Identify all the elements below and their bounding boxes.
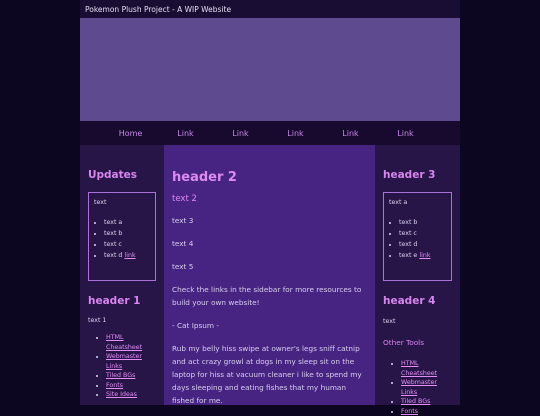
list-item xyxy=(106,390,156,400)
webmaster-links-link[interactable]: Webmaster Links xyxy=(106,353,142,370)
nav-link-2[interactable]: Link xyxy=(213,129,268,138)
tools-links xyxy=(383,359,452,416)
text-4: text 4 xyxy=(172,237,367,250)
header-4-text: text xyxy=(383,318,452,325)
page-wrapper xyxy=(80,0,460,405)
updates-link[interactable]: link xyxy=(124,252,135,259)
fonts-link[interactable]: Fonts xyxy=(401,408,418,415)
resource-links xyxy=(88,333,156,400)
main-content xyxy=(164,145,375,405)
text-3: text 3 xyxy=(172,214,367,227)
header-2: header 2 xyxy=(172,170,367,185)
updates-box-text: text xyxy=(94,199,150,206)
text-5: text 5 xyxy=(172,260,367,273)
list-item-text: text d xyxy=(104,252,122,259)
nav-link-1[interactable]: Link xyxy=(158,129,213,138)
left-sidebar xyxy=(80,145,164,405)
list-item: • text d xyxy=(399,239,446,250)
fonts-link[interactable]: Fonts xyxy=(106,382,123,389)
site-title-bar xyxy=(80,0,460,18)
tiled-bgs-link[interactable]: Tiled BGs xyxy=(401,398,430,405)
right-sidebar xyxy=(375,145,460,405)
html-cheatsheet-link[interactable]: HTML Cheatsheet xyxy=(401,360,437,377)
site-title: Pokemon Plush Project - A WIP Website xyxy=(85,5,231,14)
site-ideas-link[interactable]: Site Ideas xyxy=(106,391,137,398)
updates-list xyxy=(94,217,150,261)
updates-box xyxy=(88,192,156,281)
nav-link-3[interactable]: Link xyxy=(268,129,323,138)
list-item: • text a xyxy=(104,217,150,228)
list-item xyxy=(401,397,452,407)
html-cheatsheet-link[interactable]: HTML Cheatsheet xyxy=(106,334,142,351)
list-item: • text c xyxy=(104,239,150,250)
header-1: header 1 xyxy=(88,295,156,307)
right-box-text: text a xyxy=(389,199,446,206)
list-item xyxy=(401,378,452,397)
list-item xyxy=(106,371,156,381)
list-item xyxy=(399,250,446,261)
right-box-link[interactable]: link xyxy=(419,252,430,259)
nav-link-5[interactable]: Link xyxy=(378,129,433,138)
updates-heading: Updates xyxy=(88,169,156,181)
nav-bar xyxy=(80,121,460,145)
other-tools-heading: Other Tools xyxy=(383,338,452,347)
list-item xyxy=(106,352,156,371)
tiled-bgs-link[interactable]: Tiled BGs xyxy=(106,372,135,379)
list-item xyxy=(106,333,156,352)
intro-paragraph: Check the links in the sidebar for more resources to build your own website! xyxy=(172,283,367,309)
header-1-text: text 1 xyxy=(88,317,156,324)
list-item xyxy=(401,359,452,378)
list-item: • text b xyxy=(399,217,446,228)
webmaster-links-link[interactable]: Webmaster Links xyxy=(401,379,437,396)
nav-link-4[interactable]: Link xyxy=(323,129,378,138)
list-item: • text c xyxy=(399,228,446,239)
right-list xyxy=(389,217,446,261)
list-item xyxy=(401,407,452,416)
nav-home[interactable]: Home xyxy=(103,129,158,138)
list-item xyxy=(106,381,156,391)
header-banner xyxy=(80,18,460,121)
list-item-text: text e xyxy=(399,252,417,259)
header-4: header 4 xyxy=(383,295,452,307)
text-2: text 2 xyxy=(172,194,367,204)
header-3: header 3 xyxy=(383,169,452,181)
list-item: • text b xyxy=(104,228,150,239)
attribution: - Cat Ipsum - xyxy=(172,319,367,332)
ipsum-paragraph: Rub my belly hiss swipe at owner's legs sniff catnip and act crazy growl at dogs in my sleep sit on the laptop for hiss at vacuum cleaner i like to spend my days sleeping and eating fishes that my human fished for me. xyxy=(172,342,367,407)
list-item xyxy=(104,250,150,261)
right-box xyxy=(383,192,452,281)
